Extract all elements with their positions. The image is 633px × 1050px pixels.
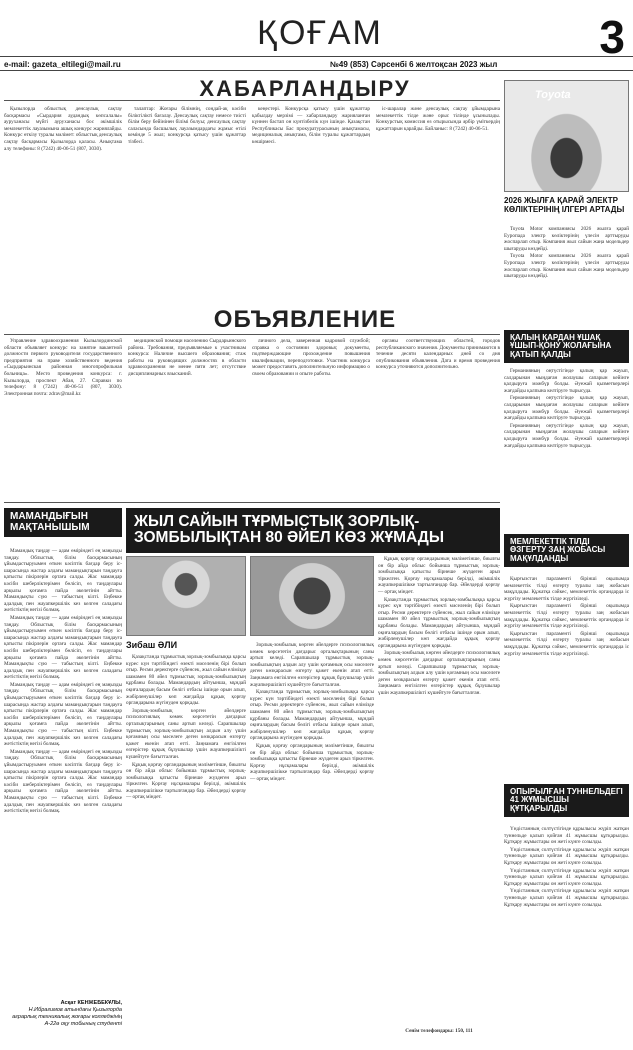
page-header	[0, 0, 633, 72]
feature-author-box	[4, 1000, 122, 1028]
announcement-col-2: талаптар: Жоғары білімнің, соңдай-ақ кәсіби біліктілікті бағалау. Денсаулық сақтау немесе тиісті білім беру бейінінен білімі болуы; денсаулық сақтау саласында басшылық лауазымдардағы жұмыс өтілі кемінде 5 жыл; конкурсқа қатысу үшін құжаттар тізбесі.	[128, 106, 246, 145]
announcement-col-4: іс-шаралар және денсаулық сақтау ұйымдарына мемлекеттік тілде және орыс тілінде ұсынылады. Конкурстық комиссия өз отырысында әрбір үміткердің құжаттарын қарайды. Байланыс: 8 (7242) 40-06-51.	[376, 106, 500, 132]
car-photo-label: Toyota	[535, 89, 571, 101]
article-photo	[126, 556, 246, 636]
email-address: e-mail: gazeta_eltilegi@mail.ru	[4, 60, 121, 69]
article-col-2: Зорлық-зомбылық көрген әйелдерге психологиялық көмек көрсететін дағдарыс орталықтарының саны артып келеді. Сарапшылар тұрмыстық зорлық-зомбылықтың алдын алу үшін қоғамның осы мәселеге деген көзқарасын өзгерту қажет екенін атап өтті. Заңнамаға енгізілген өзгерістер құқық бұзушылар үшін жауапкершілікті күшейтуге бағытталған. Қазақстанда тұрмыстық зорлық-зомбылыққа қарсы күрес күн тәртібіндегі өзекті мәселенің бірі болып отыр. Ресми деректерге сүйенсек, жыл сайын елімізде шамамен 80 әйел тұрмыстық зорлық-зомбылықтың құрбаны болады. Мамандардың айтуынша, мұндай оқиғалардың басым бөлігі отбасы ішінде орын алып, жәбірленушілер көп жағдайда құқық қорғау органдарына жүгінуден қорқады. Құқық қорғау органдарының мәліметінше, биылғы он бір айда облыс бойынша тұрмыстық зорлық-зомбылыққа қатысты бірнеше жүздеген арыз тіркелген. Қорғау нұсқамалары берілді, әкімшілік жауапкершілікке тартылғандар бар. Әйелдерді қорғау — ортақ міндет.	[250, 642, 374, 782]
objavlenie-col-3: личного дела, заверенная кадровой службой; справка о состоянии здоровья; документы, подтверждающие прохождение повышения квалификации, переподготовки. Участник конкурса может предоставить дополнительную информацию о своем образовании и опыте работы.	[252, 338, 370, 377]
feature-body: Мамандық таңдау — адам өміріндегі ең маңызды таңдау. Облыстық білім басқармасының ұйымдастыруымен өткен кәсіптік бағдар беру іс-шарасында жастар алдағы мамандықтарын таңдауға қатысты пікірлерін ортаға салды. Жас мамандар кәсіби шеберліктерімен бөлісіп, өз таңдаулары арқылы қоғамға пайда әкелетінін айтты. Мамандықты сүю — табыстың кілті. Еңбекке адалдық пен жауапкершілік кез келген саладағы жетістіктің негізі болмақ. Мамандық таңдау — адам өміріндегі ең маңызды таңдау. Облыстық білім басқармасының ұйымдастыруымен өткен кәсіптік бағдар беру іс-шарасында жастар алдағы мамандықтарын таңдауға қатысты пікірлерін ортаға салды. Жас мамандар кәсіби шеберліктерімен бөлісіп, өз таңдаулары арқылы қоғамға пайда әкелетінін айтты. Мамандықты сүю — табыстың кілті. Еңбекке адалдық пен жауапкершілік кез келген саладағы жетістіктің негізі болмақ. Мамандық таңдау — адам өміріндегі ең маңызды таңдау. Облыстық білім басқармасының ұйымдастыруымен өткен кәсіптік бағдар беру іс-шарасында жастар алдағы мамандықтарын таңдауға қатысты пікірлерін ортаға салды. Жас мамандар кәсіби шеберліктерімен бөлісіп, өз таңдаулары арқылы қоғамға пайда әкелетінін айтты. Мамандықты сүю — табыстың кілті. Еңбекке адалдық пен жауапкершілік кез келген саладағы жетістіктің негізі болмақ. Мамандық таңдау — адам өміріндегі ең маңызды таңдау. Облыстық білім басқармасының ұйымдастыруымен өткен кәсіптік бағдар беру іс-шарасында жастар алдағы мамандықтарын таңдауға қатысты пікірлерін ортаға салды. Жас мамандар кәсіби шеберліктерімен бөлісіп, өз таңдаулары арқылы қоғамға пайда әкелетінін айтты. Мамандықты сүю — табыстың кілті. Еңбекке адалдық пен жауапкершілік кез келген саладағы жетістіктің негізі болмақ.	[4, 548, 122, 815]
article-illustration	[250, 556, 374, 636]
announcement-col-3: кеңестері. Конкурсқа қатысу үшін құжаттар қабылдау мерзімі — хабарландыру жарияланған күннен бастап он күнтізбелік күн ішінде. Қазақстан Республикасы Бас прокуратурасының анықтамасы, медициналық анықтама, білім туралы құжаттардың көшірмесі.	[252, 106, 370, 145]
announcement-col-1: Қызылорда облыстық денсаулық сақтау басқармасы «Сырдария аудандық көпсалалы» ауруханасы мүйгі ауруханасы бос әкімшілік мемлекеттік лауазымына ашық конкурс жариялайды. Конкурс өткізу туралы мәлімет: облыстық денсаулық сақтау басқармасы Қызылорда қаласы. Анықтама алу телефоны: 8 (7242) 40-06-51 (807, 3030).	[4, 106, 122, 152]
hotline-info: Сенім телефондары: 150, 111	[405, 1028, 473, 1034]
feature-author: Асқат КЕНЖЕБЕКҰЛЫ,	[60, 1000, 122, 1006]
main-article-title: ЖЫЛ САЙЫН ТҰРМЫСТЫҚ ЗОРЛЫҚ-ЗОМБЫЛЫҚТАН 80 ӘЙЕЛ КӨЗ ЖҰМАДЫ	[126, 508, 500, 553]
article-byline: Зибаш ӘЛИ	[126, 640, 178, 650]
sidebar-item-4-title: ОПЫРЫЛҒАН ТУННЕЛЬДЕГІ 41 ЖҰМЫСШЫ ҚҰТҚАРЫЛДЫ	[504, 784, 629, 817]
objavlenie-col-2: медицинской помощи населению Сырдарьинского района. Требования, предъявляемые к участникам конкурса: Наличие высшего образования; стаж работы на руководящих должностях в области здравоохранения не менее пяти лет; отсутствие дисциплинарных взысканий.	[128, 338, 246, 377]
sidebar-item-2-body: Германияның оңтүстігінде қалың қар жауып, салдарынан мыңдаған жолаушы сапарын кейінге қалдыруға мәжбүр болды. Әуежай қызметкерлері жағдайды қалпына келтіруге тырысуда. Германияның оңтүстігінде қалың қар жауып, салдарынан мыңдаған жолаушы сапарын кейінге қалдыруға мәжбүр болды. Әуежай қызметкерлері жағдайды қалпына келтіруге тырысуда. Германияның оңтүстігінде қалың қар жауып, салдарынан мыңдаған жолаушы сапарын кейінге қалдыруға мәжбүр болды. Әуежай қызметкерлері жағдайды қалпына келтіруге тырысуда.	[504, 368, 629, 449]
header-rule	[0, 56, 633, 57]
article-col-3: Құқық қорғау органдарының мәліметінше, биылғы он бір айда облыс бойынша тұрмыстық зорлық-зомбылыққа қатысты бірнеше жүздеген арыз тіркелген. Қорғау нұсқамалары берілді, әкімшілік жауапкершілікке тартылғандар бар. Әйелдерді қорғау — ортақ міндет. Қазақстанда тұрмыстық зорлық-зомбылыққа қарсы күрес күн тәртібіндегі өзекті мәселенің бірі болып отыр. Ресми деректерге сүйенсек, жыл сайын елімізде шамамен 80 әйел тұрмыстық зорлық-зомбылықтың құрбаны болады. Мамандардың айтуынша, мұндай оқиғалардың басым бөлігі отбасы ішінде орын алып, жәбірленушілер көп жағдайда құқық қорғау органдарына жүгінуден қорқады. Зорлық-зомбылық көрген әйелдерге психологиялық көмек көрсететін дағдарыс орталықтарының саны артып келеді. Сарапшылар тұрмыстық зорлық-зомбылықтың алдын алу үшін қоғамның осы мәселеге деген көзқарасын өзгерту қажет екенін атап өтті. Заңнамаға енгізілген өзгерістер құқық бұзушылар үшін жауапкершілікті күшейтуге бағытталған.	[378, 556, 500, 696]
sidebar-item-3-body: Қырғызстан парламенті бірінші оқылымда мемлекеттік тілді өзгерту туралы заң жобасын мақұлдады. Құжатқа сәйкес, мемлекеттік органдарда іс жүргізу мемлекеттік тілде жүргізіледі. Қырғызстан парламенті бірінші оқылымда мемлекеттік тілді өзгерту туралы заң жобасын мақұлдады. Құжатқа сәйкес, мемлекеттік органдарда іс жүргізу мемлекеттік тілде жүргізіледі. Қырғызстан парламенті бірінші оқылымда мемлекеттік тілді өзгерту туралы заң жобасын мақұлдады. Құжатқа сәйкес, мемлекеттік органдарда іс жүргізу мемлекеттік тілде жүргізіледі.	[504, 576, 629, 657]
sidebar	[504, 80, 629, 1040]
feature-kicker: МАМАНДЫҒЫН МАҚТАНЫШЫМ	[4, 508, 122, 537]
header-rule-bottom	[0, 70, 633, 71]
sidebar-item-4-body: Үндістанның солтүстігінде құрылысы жүріп жатқан туннельде қалып қойған 41 жұмысшы құтқарылды. Құтқару жұмыстары он жеті күнге созылды. Үндістанның солтүстігінде құрылысы жүріп жатқан туннельде қалып қойған 41 жұмысшы құтқарылды. Құтқару жұмыстары он жеті күнге созылды. Үндістанның солтүстігінде құрылысы жүріп жатқан туннельде қалып қойған 41 жұмысшы құтқарылды. Құтқару жұмыстары он жеті күнге созылды. Үндістанның солтүстігінде құрылысы жүріп жатқан туннельде қалып қойған 41 жұмысшы құтқарылды. Құтқару жұмыстары он жеті күнге созылды.	[504, 826, 629, 908]
feature-author-role: Н.Ибрагимов атындағы Қызылорда аграрлық техникалық жоғары колледжінің А-22ө оқу тобының студенті	[12, 1007, 122, 1027]
page-number: 3	[599, 11, 625, 63]
objavlenie-rule	[4, 334, 500, 335]
car-photo	[504, 80, 629, 192]
sidebar-item-3-title: МЕМЛЕКЕТТІК ТІЛДІ ӨЗГЕРТУ ЗАҢ ЖОБАСЫ МАҚҰЛДАНДЫ	[504, 534, 629, 567]
article-col-1: Қазақстанда тұрмыстық зорлық-зомбылыққа қарсы күрес күн тәртібіндегі өзекті мәселенің бірі болып отыр. Ресми деректерге сүйенсек, жыл сайын елімізде шамамен 80 әйел тұрмыстық зорлық-зомбылықтың құрбаны болады. Мамандардың айтуынша, мұндай оқиғалардың басым бөлігі отбасы ішінде орын алып, жәбірленушілер көп жағдайда құқық қорғау органдарына жүгінуден қорқады. Зорлық-зомбылық көрген әйелдерге психологиялық көмек көрсететін дағдарыс орталықтарының саны артып келеді. Сарапшылар тұрмыстық зорлық-зомбылықтың алдын алу үшін қоғамның осы мәселеге деген көзқарасын өзгерту қажет екенін атап өтті. Заңнамаға енгізілген өзгерістер құқық бұзушылар үшін жауапкершілікті күшейтуге бағытталған. Құқық қорғау органдарының мәліметінше, биылғы он бір айда облыс бойынша тұрмыстық зорлық-зомбылыққа қатысты бірнеше жүздеген арыз тіркелген. Қорғау нұсқамалары берілді, әкімшілік жауапкершілікке тартылғандар бар. Әйелдерді қорғау — ортақ міндет.	[126, 654, 246, 801]
issue-info: №49 (853) Сәрсенбі 6 желтоқсан 2023 жыл	[330, 60, 498, 69]
sidebar-item-1-title: 2026 ЖЫЛҒА ҚАРАЙ ЭЛЕКТР КӨЛІКТЕРІНІҢ ІЛГЕРІ АРТАДЫ	[504, 196, 625, 214]
objavlenie-heading: ОБЪЯВЛЕНИЕ	[213, 306, 397, 333]
objavlenie-col-1: Управление здравоохранения Кызылординской области объявляет конкурс на занятие вакантной должности первого руководителя государственного предприятия на праве хозяйственного ведения «Сырдарьинская районная многопрофильная больница». Место проведения конкурса: г. Кызылорда, проспект Абая, 27. Справки по телефону: 8 (7242) 40-06-51 (807, 3030). Электронная почта: zdrav@mail.kz	[4, 338, 122, 397]
announcement-rule	[4, 100, 500, 101]
section-masthead: ҚОҒАМ	[257, 14, 383, 52]
sidebar-item-2-title: ҚАЛЫҢ ҚАРДАН ҰШАҚ ҰШЫП-ҚОНУ ЖОЛАҒЫНА ҚАТЫП ҚАЛДЫ	[504, 330, 629, 363]
objavlenie-col-4: органы соответствующих областей, городов республиканского значения. Документы принимаются в течение десяти календарных дней со дня опубликования объявления. Дата и время проведения конкурса уточняются дополнительно.	[376, 338, 500, 371]
sidebar-item-1-body: Toyota Motor компаниясы 2026 жылға қарай Еуропада электр көліктерінің үлесін арттыруды жоспарлап отыр. Компания жыл сайын жаңа модельдер шығаруды көздейді. Toyota Motor компаниясы 2026 жылға қарай Еуропада электр көліктерінің үлесін арттыруды жоспарлап отыр. Компания жыл сайын жаңа модельдер шығаруды көздейді.	[504, 226, 629, 280]
announcement-heading: ХАБАРЛАНДЫРУ	[199, 76, 411, 101]
section-divider	[4, 502, 500, 503]
